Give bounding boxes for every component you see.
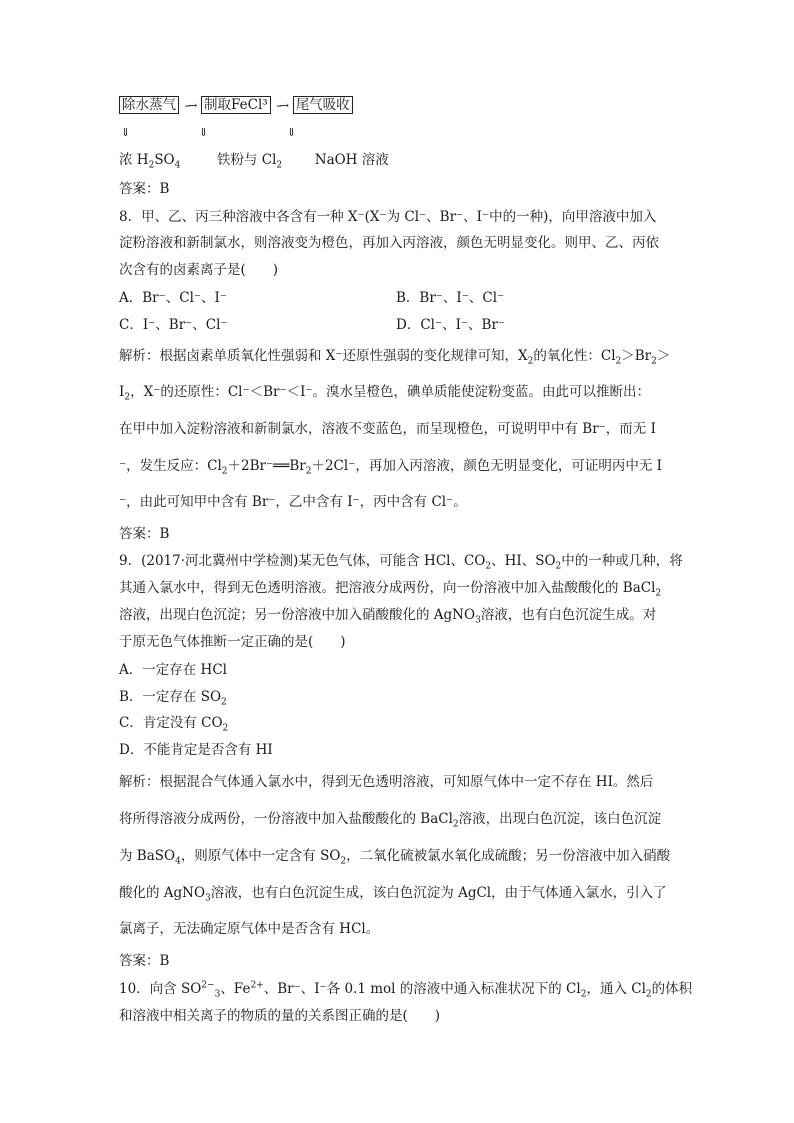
q8-explanation-line-1: 解析：根据卤素单质氧化性强弱和 X⁻还原性强弱的变化规律可知，$X_2$的氧化性：$Cl_2>Br_2>$ bbox=[119, 348, 671, 367]
q8-option-b: B．Br⁻、I⁻、Cl⁻ bbox=[396, 290, 505, 306]
q9-explanation-line-3: 为 BaSO$_4$，则原气体中一定含有 $SO_2$，二氧化硫被氯水氧化成硫酸；另一份溶液中加入硝酸 bbox=[119, 848, 671, 867]
q10-stem-line-1: 10．向含 $SO^{2-}_3$、$Fe^{2+}$、Br⁻、I⁻各 0.1 mol 的溶液中通入标准状况下的 $Cl_2$，通入 $Cl_2$的体积 bbox=[119, 980, 693, 1000]
q9-stem-line-2: 其通入氯水中，得到无色透明溶液。把溶液分成两份，向一份溶液中加入盐酸酸化的 BaCl$_2$ bbox=[119, 580, 662, 599]
q8-stem-line-2: 淀粉溶液和新制氯水，则溶液变为橙色，再加入丙溶液，颜色无明显变化。则甲、乙、丙依 bbox=[119, 235, 659, 251]
q8-stem-line-1: 8．甲、乙、丙三种溶液中各含有一种 X⁻(X⁻为 Cl⁻、Br⁻、I⁻中的一种)，向甲溶液中加入 bbox=[119, 209, 657, 225]
q8-stem-line-3: 次含有的卤素离子是( ) bbox=[119, 262, 279, 278]
answer-8: 答案：B bbox=[119, 526, 170, 542]
q9-option-b: B．一定存在 $SO_2$ bbox=[119, 689, 227, 708]
q8-explanation-line-2: $I_2$，X⁻的还原性：Cl⁻＜Br⁻＜I⁻。溴水呈橙色，碘单质能使淀粉变蓝。由此可以推断出： bbox=[119, 384, 651, 403]
flow-box-tail-gas: 尾气吸收 bbox=[293, 96, 353, 114]
q9-option-a: A．一定存在 HCl bbox=[119, 662, 227, 678]
q9-stem-line-1: 9．(2017·河北冀州中学检测)某无色气体，可能含 HCl、$CO_2$、HI、$SO_2$中的一种或几种，将 bbox=[119, 553, 683, 572]
flow-arrow-icon: --→ bbox=[276, 99, 288, 112]
down-arrow-icon: ⇓ bbox=[199, 126, 209, 139]
reagent-naoh: NaOH 溶液 bbox=[314, 152, 389, 168]
flow-box-remove-water: 除水蒸气 bbox=[119, 96, 179, 114]
q8-option-c: C．I⁻、Br⁻、Cl⁻ bbox=[119, 317, 228, 333]
q9-explanation-line-4: 酸化的 AgNO$_3$溶液，也有白色沉淀生成，该白色沉淀为 AgCl，由于气体通入氯水，引入了 bbox=[119, 885, 667, 904]
q9-explanation-line-1: 解析：根据混合气体通入氯水中，得到无色透明溶液，可知原气体中一定不存在 HI。然后 bbox=[119, 774, 654, 790]
flow-arrow-icon: --→ bbox=[184, 99, 196, 112]
q8-explanation-line-4: ⁻，发生反应：$Cl_2+2Br^-══Br_2+2Cl^-$，再加入丙溶液，颜色无明显变化，可证明丙中无 I bbox=[119, 458, 662, 477]
answer-7: 答案：B bbox=[119, 181, 170, 197]
answer-9: 答案：B bbox=[119, 953, 170, 969]
q8-option-d: D．Cl⁻、I⁻、Br⁻ bbox=[396, 317, 506, 333]
flow-row bbox=[119, 96, 353, 115]
reagent-conc-h2so4: 浓 $H_2SO_4$ bbox=[119, 152, 181, 171]
q9-explanation-line-2: 将所得溶液分成两份，一份溶液中加入盐酸酸化的 BaCl$_2$溶液，出现白色沉淀，该白色沉淀 bbox=[119, 811, 662, 830]
q9-stem-line-3: 溶液，出现白色沉淀；另一份溶液中加入硝酸酸化的 AgNO$_3$溶液，也有白色沉淀生成。对 bbox=[119, 607, 657, 626]
q10-stem-line-2: 和溶液中相关离子的物质的量的关系图正确的是( ) bbox=[119, 1008, 441, 1024]
q9-explanation-line-5: 氯离子，无法确定原气体中是否含有 HCl。 bbox=[119, 921, 380, 937]
q9-option-c: C．肯定没有 $CO_2$ bbox=[119, 715, 229, 734]
down-arrow-icon: ⇓ bbox=[287, 126, 297, 139]
q9-option-d: D．不能肯定是否含有 HI bbox=[119, 742, 273, 758]
down-arrow-icon: ⇓ bbox=[121, 126, 131, 139]
flow-reagents bbox=[119, 151, 389, 169]
q8-explanation-line-3: 在甲中加入淀粉溶液和新制氯水，溶液不变蓝色，而呈现橙色，可说明甲中有 Br⁻，而无 I bbox=[119, 421, 656, 437]
reagent-iron-cl2: 铁粉与 $Cl_2$ bbox=[216, 152, 283, 171]
flow-box-make-fecl3: 制取FeCl³ bbox=[201, 96, 271, 114]
q9-stem-line-4: 于原无色气体推断一定正确的是( ) bbox=[119, 634, 346, 650]
q8-option-a: A．Br⁻、Cl⁻、I⁻ bbox=[119, 290, 227, 306]
q8-explanation-line-5: ⁻，由此可知甲中含有 Br⁻，乙中含有 I⁻，丙中含有 Cl⁻。 bbox=[119, 494, 467, 510]
